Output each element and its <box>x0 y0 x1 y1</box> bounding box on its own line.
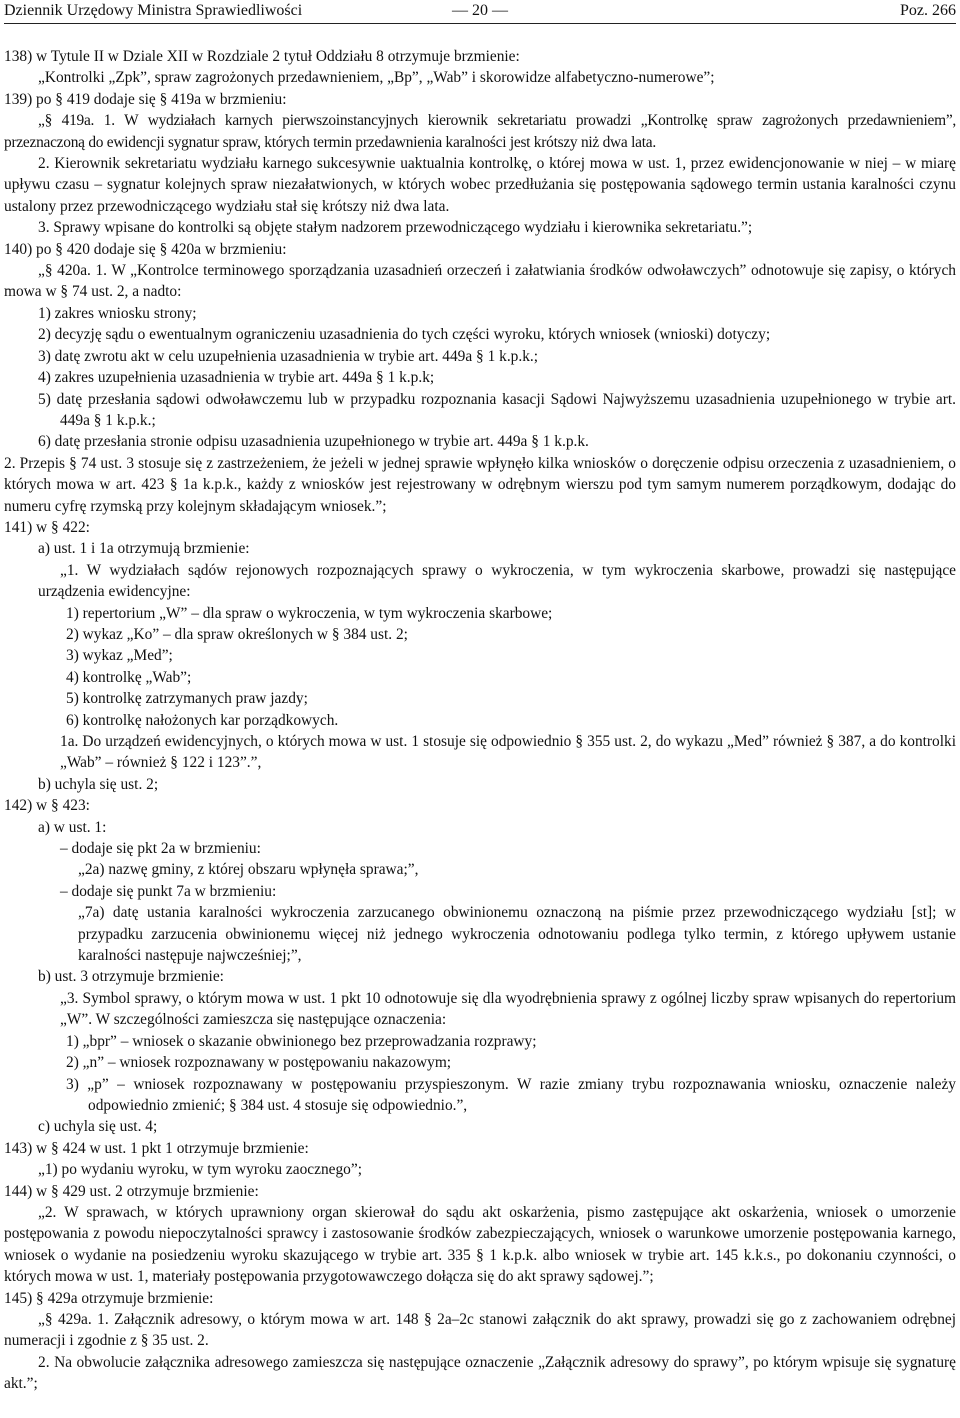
item-142-c: c) uchyla się ust. 4; <box>38 1118 158 1136</box>
section-420a-2: 2. Przepis § 74 ust. 3 stosuje się z zastrzeżeniem, że jeżeli w jednej sprawie wpłynęło kilka wniosków o doręczenie odpisu orzeczenia z uzasadnieniem, o których mowa w art. 423 § 1a k.p.k., każdy z wniosków jest rejestrowany w odrębnym wierszu pod tym samym numerem porządkowym, dodając do numeru cyfrę rzymską przy kolejnym składającym wniosek.”; <box>4 454 956 515</box>
section-419a-3: 3. Sprawy wpisane do kontrolki są objęte stałym nadzorem przewodniczącego wydziału i kierownika sekretariatu.”; <box>38 219 753 237</box>
section-422-1-point-5: 5) kontrolkę zatrzymanych praw jazdy; <box>66 690 308 708</box>
section-420a-point-1: 1) zakres wniosku strony; <box>38 304 197 322</box>
document-body <box>4 46 956 1395</box>
section-423-3-point-3: 3) „p” – wniosek rozpoznawany w postępowaniu przyspieszonym. W razie zmiany trybu rozpoznawania wniosku, oznaczenie należy odpowiednio zmienić; § 384 ust. 4 stosuje się odpowiednio.”, <box>66 1075 956 1114</box>
section-423-pkt-7a: „7a) datę ustania karalności wykroczenia zarzucanego obwinionemu oznaczoną na piśmie przez przewodniczącego wydziału [st]; w przypadku zarzucenia obwinionemu więcej niż jednego wykroczenia odnotowaniu podlega tylko termin, z którego upływem ustanie karalności następuje najwcześniej;”, <box>78 904 956 965</box>
section-429a-1: „§ 429a. 1. Załącznik adresowy, o którym mowa w art. 148 § 2a–2c stanowi załącznik do akt sprawy, prowadzi się go z zachowaniem odrębnej numeracji i zgodnie z § 35 ust. 2. <box>4 1310 956 1350</box>
section-422-1-point-1: 1) repertorium „W” – dla spraw o wykroczenia, w tym wykroczenia skarbowe; <box>66 604 553 622</box>
section-420a-1: „§ 420a. 1. W „Kontrolce terminowego sporządzania uzasadnień orzeczeń i załatwiania środków odwoławczych” odnotowuje się zapisy, o których mowa w § 74 ust. 2, a nadto: <box>4 262 956 301</box>
item-145: 145) § 429a otrzymuje brzmienie: <box>4 1289 214 1307</box>
section-429-2: „2. W sprawach, w których uprawniony organ skierował do sądu akt oskarżenia, pismo zastępujące akt oskarżenia, wniosek o umorzenie postępowania z powodu niepoczytalności sprawcy i zastosowanie środków zabezpieczających, wniosek o warunkowe umorzenie postępowania karnego, wniosek o wydanie na posiedzeniu wyroku skazującego w trybie art. 335 § 1 k.p.k. albo wniosek w trybie art. 145 k.k.s., po dokonaniu czynności, o których mowa w ust. 1, materiały postępowania przygotowawczego dołącza się do akt sprawy sądowej.”; <box>4 1203 956 1286</box>
item-142: 142) w § 423: <box>4 797 90 815</box>
item-142-b: b) ust. 3 otrzymuje brzmienie: <box>38 968 224 986</box>
journal-title: Dziennik Urzędowy Ministra Sprawiedliwości <box>4 2 303 19</box>
section-429a-2: 2. Na obwolucie załącznika adresowego zamieszcza się następujące oznaczenie „Załącznik adresowy do sprawy”, po którym wpisuje się sygnaturę akt.”; <box>4 1353 956 1393</box>
item-142-a: a) w ust. 1: <box>38 818 107 836</box>
item-138-text: „Kontrolki „Zpk”, spraw zagrożonych przedawnieniem, „Bp”, „Wab” i skorowidze alfabetyczno-numerowe”; <box>38 69 715 87</box>
section-419a-1: „§ 419a. 1. W wydziałach karnych pierwszoinstancyjnych kierownik sekretariatu prowadzi „Kontrolkę spraw zagrożonych przedawnieniem”, przeznaczoną do ewidencji sygnatur spraw, których termin przedawnienia karalności jest krótszy niż dwa lata. <box>4 112 956 151</box>
section-422-1-point-2: 2) wykaz „Ko” – dla spraw określonych w § 384 ust. 2; <box>66 625 408 643</box>
section-423-3: „3. Symbol sprawy, o którym mowa w ust. 1 pkt 10 odnotowuje się dla wyodrębnienia sprawy z ogólnej liczby spraw wpisanych do repertorium „W”. W szczególności zamieszcza się następujące oznaczenia: <box>60 989 956 1029</box>
section-424-1-pkt-1: „1) po wydaniu wyroku, w tym wyroku zaocznego”; <box>38 1161 362 1179</box>
item-144: 144) w § 429 ust. 2 otrzymuje brzmienie: <box>4 1182 259 1200</box>
section-419a-2: 2. Kierownik sekretariatu wydziału karnego sukcesywnie uaktualnia kontrolkę, o której mowa w ust. 1, przez ewidencjonowanie w niej – w miarę upływu czasu – sygnatur kolejnych spraw niezałatwionych, w których wobec przedłużania się postępowania sądowego termin ustania karalności czynu ustalony przez przewodniczącego wydziału stał się krótszy niż dwa lata. <box>4 155 956 215</box>
section-423-pkt-2a: „2a) nazwę gminy, z której obszaru wpłynęła sprawa;”, <box>78 861 419 879</box>
item-143: 143) w § 424 w ust. 1 pkt 1 otrzymuje brzmienie: <box>4 1139 309 1157</box>
section-422-1a: 1a. Do urządzeń ewidencyjnych, o których mowa w ust. 1 stosuje się odpowiednio § 355 ust. 2, do wykazu „Med” również § 387, a do kontrolki „Wab” – również § 122 i 123”.”, <box>60 733 956 772</box>
section-420a-point-3: 3) datę zwrotu akt w celu uzupełnienia uzasadnienia w trybie art. 449a § 1 k.p.k.; <box>38 347 539 365</box>
page-number: — 20 — <box>452 2 508 19</box>
section-422-1-point-4: 4) kontrolkę „Wab”; <box>66 668 192 686</box>
section-423-3-point-2: 2) „n” – wniosek rozpoznawany w postępowaniu nakazowym; <box>66 1054 452 1072</box>
section-420a-point-4: 4) zakres uzupełnienia uzasadnienia w trybie art. 449a § 1 k.p.k; <box>38 369 435 387</box>
page-header <box>0 0 960 22</box>
section-422-1-point-6: 6) kontrolkę nałożonych kar porządkowych. <box>66 711 339 729</box>
section-420a-point-5: 5) datę przesłania sądowi odwoławczemu lub w przypadku rozpoznania kasacji Sądowi Najwyższemu uzasadnienia uzupełnionego w trybie art. 449a § 1 k.p.k.; <box>38 390 956 429</box>
item-138: 138) w Tytule II w Dziale XII w Rozdziale 2 tytuł Oddziału 8 otrzymuje brzmienie: <box>4 48 520 65</box>
section-420a-point-2: 2) decyzję sądu o ewentualnym ograniczeniu uzasadnienia do tych części wyroku, których wniosek (wnioski) dotyczy; <box>38 326 771 344</box>
position-number: Poz. 266 <box>900 2 956 19</box>
item-139: 139) po § 419 dodaje się § 419a w brzmieniu: <box>4 90 287 108</box>
item-141: 141) w § 422: <box>4 518 90 536</box>
section-423-3-point-1: 1) „bpr” – wniosek o skazanie obwinionego bez przeprowadzania rozprawy; <box>66 1032 537 1050</box>
section-420a-point-6: 6) datę przesłania stronie odpisu uzasadnienia uzupełnionego w trybie art. 449a § 1 k.p.k. <box>38 433 589 451</box>
item-141-b: b) uchyla się ust. 2; <box>38 775 159 793</box>
section-422-1-point-3: 3) wykaz „Med”; <box>66 647 173 665</box>
header-rule <box>4 23 956 24</box>
item-141-a: a) ust. 1 i 1a otrzymują brzmienie: <box>38 540 250 558</box>
item-142-a-dash-1: – dodaje się pkt 2a w brzmieniu: <box>60 840 261 858</box>
item-140: 140) po § 420 dodaje się § 420a w brzmieniu: <box>4 240 287 258</box>
section-422-1: „1. W wydziałach sądów rejonowych rozpoznających sprawy o wykroczenia, w tym wykroczenia skarbowe, prowadzi się następujące urządzenia ewidencyjne: <box>38 561 956 601</box>
item-142-a-dash-2: – dodaje się punkt 7a w brzmieniu: <box>60 882 277 900</box>
